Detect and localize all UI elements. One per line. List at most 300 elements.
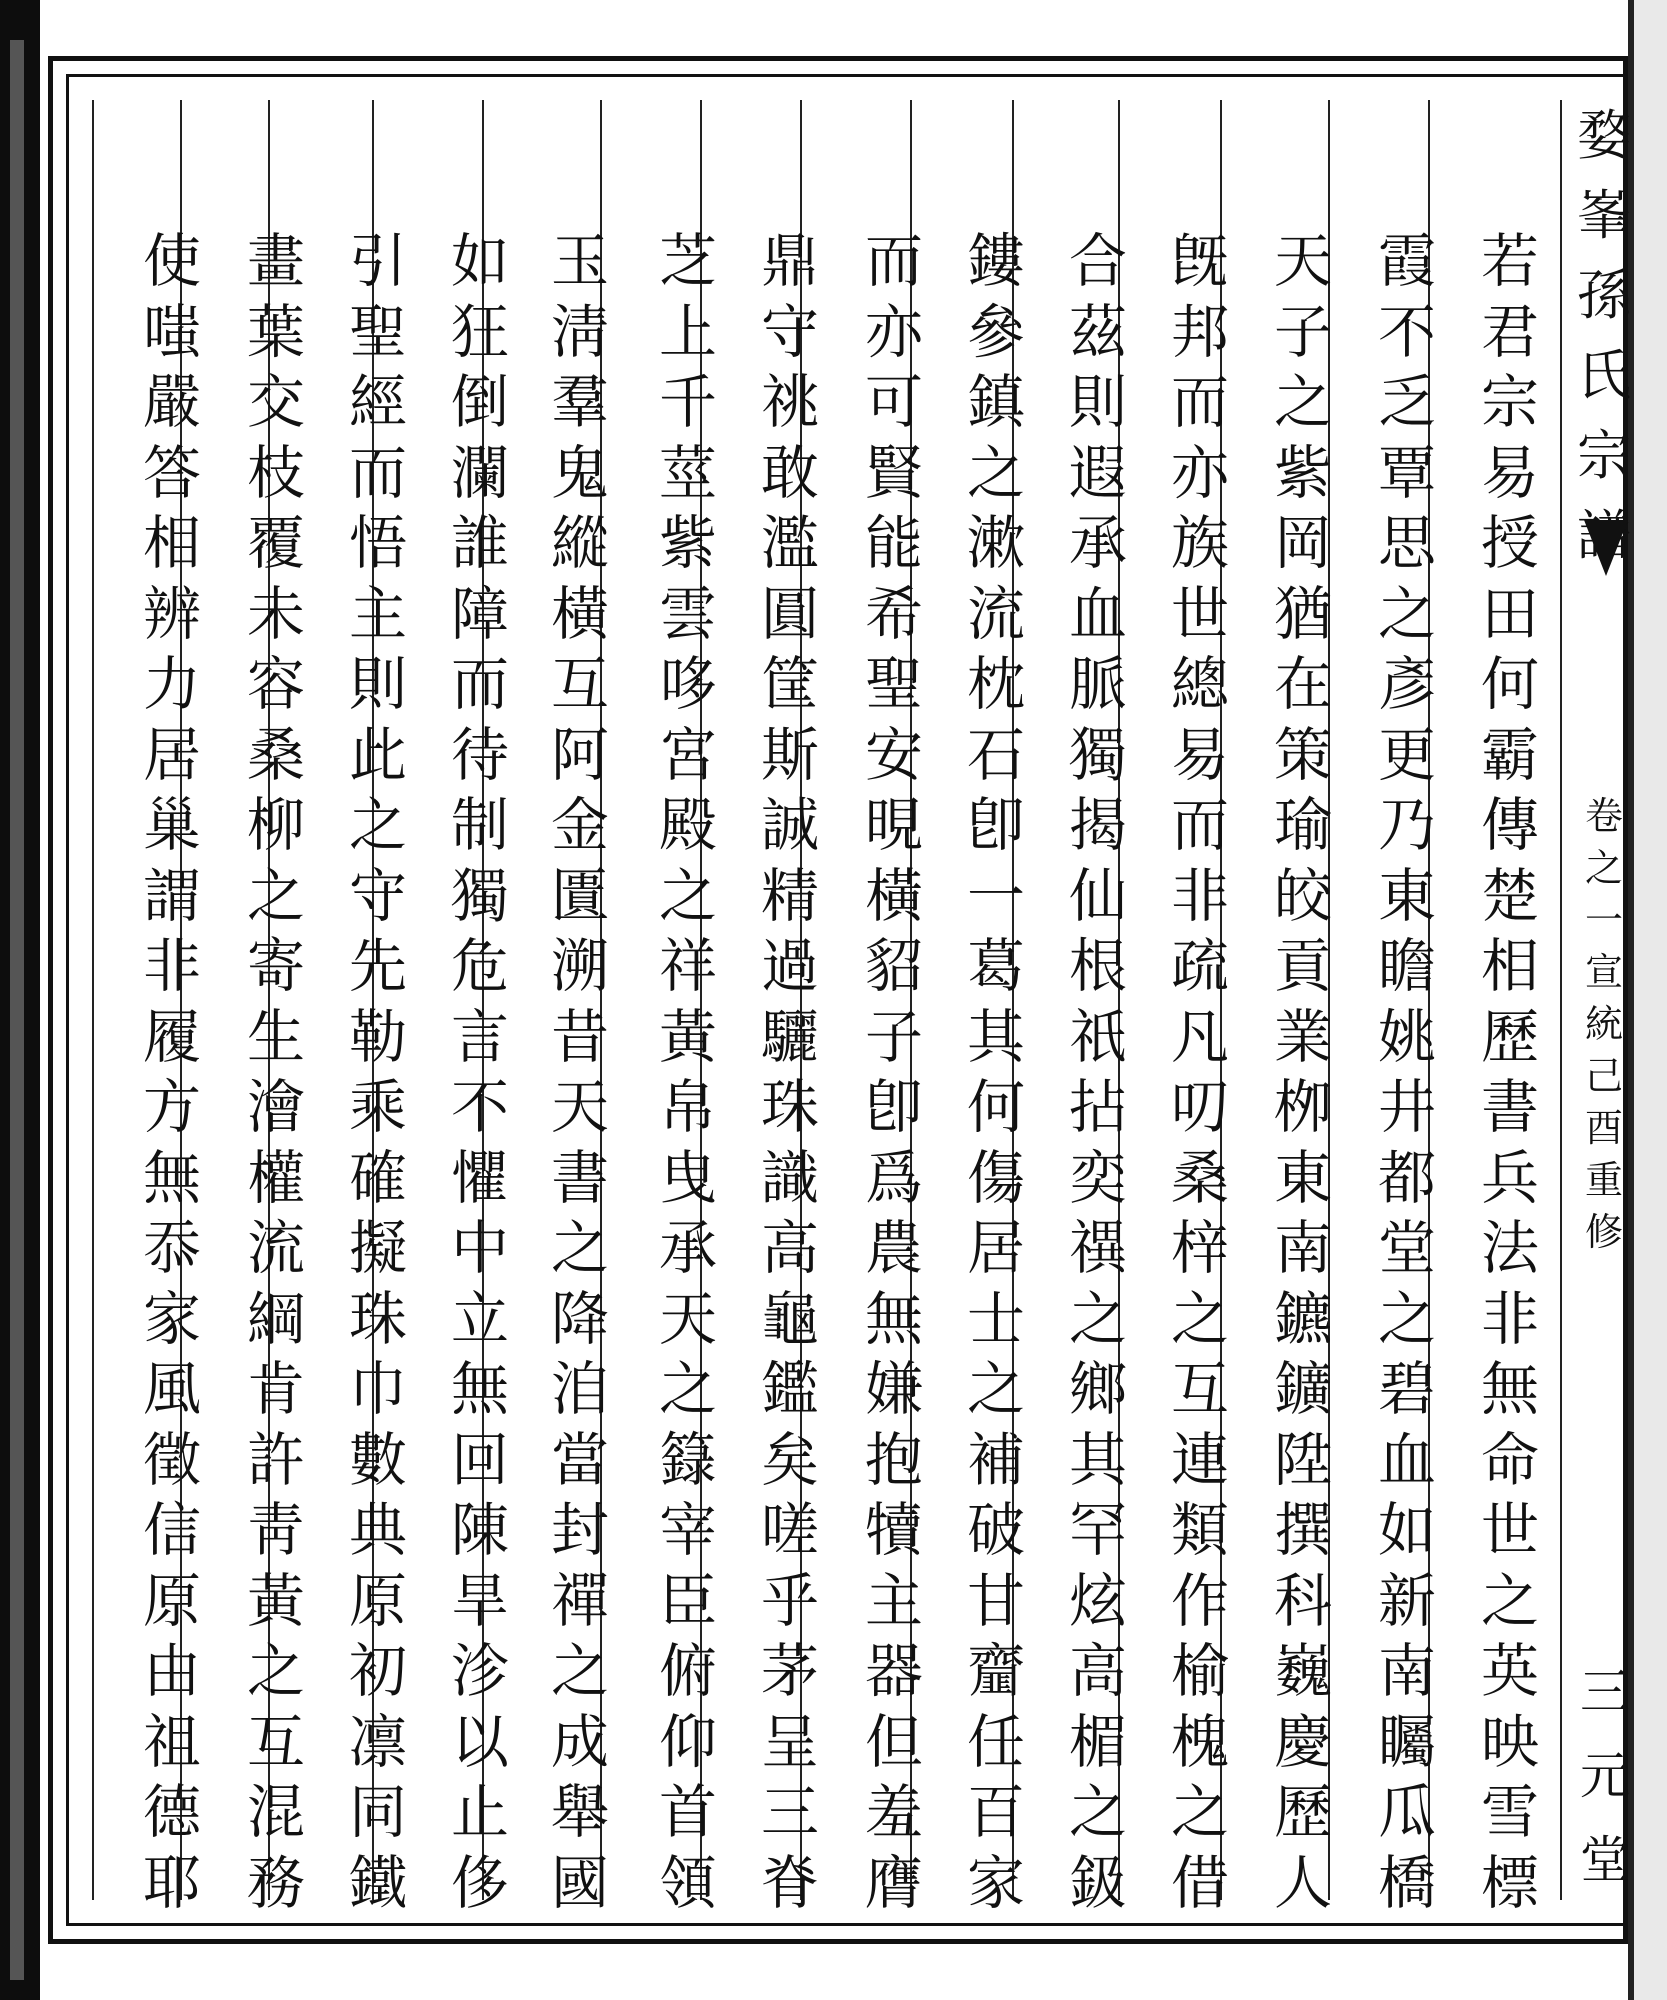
character: 黃 (658, 1002, 717, 1071)
character: 思 (1377, 509, 1436, 578)
character: 根 (1068, 932, 1127, 1001)
character: 之 (1170, 1778, 1229, 1847)
character: 禪 (550, 1566, 609, 1635)
character: 之 (1377, 1284, 1436, 1353)
character: 阿 (550, 720, 609, 789)
character: 數 (348, 1425, 407, 1494)
character: 降 (550, 1284, 609, 1353)
character: 辨 (142, 579, 201, 648)
character: 策 (1273, 720, 1332, 789)
character: 映 (1480, 1707, 1539, 1776)
character: 侈 (450, 1848, 509, 1917)
character: 紫 (1273, 438, 1332, 507)
character: 領 (658, 1848, 717, 1917)
character: 瑜 (1273, 791, 1332, 860)
character: 鑛 (1273, 1355, 1332, 1424)
character: 回 (450, 1425, 509, 1494)
character: 陞 (1273, 1425, 1332, 1494)
character: 血 (1377, 1425, 1436, 1494)
character: 當 (550, 1425, 609, 1494)
character: 信 (142, 1496, 201, 1565)
character: 而 (450, 650, 509, 719)
character: 方 (142, 1073, 201, 1142)
character: 之 (658, 861, 717, 930)
character: 鼎 (760, 227, 819, 295)
character: 槐 (1170, 1707, 1229, 1776)
character: 無 (864, 1284, 923, 1353)
character: 標 (1480, 1848, 1539, 1917)
character: 驪 (760, 1002, 819, 1071)
character: 中 (450, 1214, 509, 1283)
character: 農 (864, 1214, 923, 1283)
character: 使 (142, 227, 201, 295)
character: 法 (1480, 1214, 1539, 1283)
character: 之 (1068, 1284, 1127, 1353)
character: 芝 (658, 227, 717, 295)
character: 帛 (658, 1073, 717, 1142)
character: 徵 (142, 1425, 201, 1494)
character: 揭 (1068, 791, 1127, 860)
character: 鑑 (760, 1355, 819, 1424)
character: 族 (1170, 509, 1229, 578)
character: 傷 (966, 1143, 1025, 1212)
character: 乃 (1377, 791, 1436, 860)
character: 宰 (658, 1496, 717, 1565)
character: 命 (1480, 1425, 1539, 1494)
text-column (956, 227, 1036, 1917)
character: 人 (1273, 1848, 1332, 1917)
character: 羣 (550, 368, 609, 437)
character: 之 (1273, 368, 1332, 437)
character: 制 (450, 791, 509, 860)
character: 先 (348, 932, 407, 1001)
character: 楣 (1068, 1707, 1127, 1776)
character: 之 (550, 1214, 609, 1283)
character: 葛 (966, 932, 1025, 1001)
character: 業 (1273, 1002, 1332, 1071)
character: 珠 (348, 1284, 407, 1353)
character: 高 (760, 1214, 819, 1283)
character: 天 (550, 1073, 609, 1142)
left-page-edge-shadow (10, 40, 24, 1980)
character: 之 (966, 438, 1025, 507)
character: 在 (1273, 650, 1332, 719)
character: 乏 (1377, 368, 1436, 437)
character: 田 (1480, 579, 1539, 648)
character: 歷 (1480, 1002, 1539, 1071)
character: 斯 (760, 720, 819, 789)
character: 百 (966, 1778, 1025, 1847)
character: 國 (550, 1848, 609, 1917)
character: 未 (246, 579, 305, 648)
text-column (236, 227, 316, 1917)
character: 之 (1068, 1778, 1127, 1847)
character: 家 (966, 1848, 1025, 1917)
character: 何 (966, 1073, 1025, 1142)
margin-character: 酉 (1584, 1106, 1623, 1150)
margin-character: 修 (1584, 1210, 1623, 1254)
character: 子 (864, 1002, 923, 1071)
character: 齏 (966, 1637, 1025, 1706)
character: 危 (450, 932, 509, 1001)
text-column (1263, 227, 1343, 1917)
character: 舉 (550, 1778, 609, 1847)
character: 宮 (658, 720, 717, 789)
character: 則 (348, 650, 407, 719)
character: 之 (550, 1637, 609, 1706)
character: 脊 (760, 1848, 819, 1917)
character: 精 (760, 861, 819, 930)
character: 罕 (1068, 1496, 1127, 1565)
character: 而 (864, 227, 923, 295)
character: 世 (1170, 579, 1229, 648)
margin-character: 卷 (1584, 794, 1623, 838)
character: 瀾 (450, 438, 509, 507)
character: 傳 (1480, 791, 1539, 860)
character: 之 (246, 861, 305, 930)
character: 晛 (864, 791, 923, 860)
character: 其 (1068, 1425, 1127, 1494)
character: 撰 (1273, 1496, 1332, 1565)
character: 碧 (1377, 1355, 1436, 1424)
character: 漱 (966, 509, 1025, 578)
character: 流 (246, 1214, 305, 1283)
character: 雲 (658, 579, 717, 648)
character: 易 (1480, 438, 1539, 507)
character: 覃 (1377, 438, 1436, 507)
character: 非 (1480, 1284, 1539, 1353)
character: 葉 (246, 297, 305, 366)
character: 由 (142, 1637, 201, 1706)
character: 一 (966, 861, 1025, 930)
character: 之 (658, 1355, 717, 1424)
character: 臣 (658, 1566, 717, 1635)
character: 筐 (760, 650, 819, 719)
character: 玉 (550, 227, 609, 295)
character: 瞻 (1377, 932, 1436, 1001)
text-column (1470, 227, 1550, 1917)
margin-character: 三 (1580, 1663, 1630, 1721)
character: 榆 (1170, 1637, 1229, 1706)
character: 姚 (1377, 1002, 1436, 1071)
column-rule (92, 100, 94, 1900)
character: 引 (348, 227, 407, 295)
character: 家 (142, 1284, 201, 1353)
character: 畫 (246, 227, 305, 295)
character: 貢 (1273, 932, 1332, 1001)
character: 之 (1377, 579, 1436, 648)
character: 遐 (1068, 438, 1127, 507)
character: 世 (1480, 1496, 1539, 1565)
character: 堂 (1377, 1214, 1436, 1283)
character: 岡 (1273, 509, 1332, 578)
character: 之 (1170, 1284, 1229, 1353)
character: 鎮 (966, 368, 1025, 437)
character: 合 (1068, 227, 1127, 295)
character: 主 (864, 1566, 923, 1635)
character: 承 (658, 1214, 717, 1283)
character: 不 (450, 1073, 509, 1142)
character: 科 (1273, 1566, 1332, 1635)
character: 經 (348, 368, 407, 437)
character: 南 (1377, 1637, 1436, 1706)
character: 原 (142, 1566, 201, 1635)
column-rule (1560, 100, 1562, 1900)
margin-character: 堂 (1580, 1831, 1630, 1889)
character: 哆 (658, 650, 717, 719)
character: 授 (1480, 509, 1539, 578)
character: 凡 (1170, 1002, 1229, 1071)
character: 矚 (1377, 1707, 1436, 1776)
character: 新 (1377, 1566, 1436, 1635)
character: 淸 (550, 297, 609, 366)
character: 濫 (760, 509, 819, 578)
character: 之 (1480, 1566, 1539, 1635)
character: 鑣 (1273, 1284, 1332, 1353)
character: 狂 (450, 297, 509, 366)
character: 兵 (1480, 1143, 1539, 1212)
character: 擬 (348, 1214, 407, 1283)
character: 寄 (246, 932, 305, 1001)
fishtail-mark (1584, 520, 1628, 576)
character: 瓜 (1377, 1778, 1436, 1847)
character: 無 (450, 1355, 509, 1424)
character: 生 (246, 1002, 305, 1071)
character: 珠 (760, 1073, 819, 1142)
character: 不 (1377, 297, 1436, 366)
margin-edition (1582, 790, 1626, 1258)
margin-character: 統 (1584, 1002, 1623, 1046)
character: 肯 (246, 1355, 305, 1424)
character: 則 (1068, 368, 1127, 437)
character: 敢 (760, 438, 819, 507)
character: 拈 (1068, 1073, 1127, 1142)
character: 之 (246, 1637, 305, 1706)
character: 東 (1273, 1143, 1332, 1212)
character: 乘 (348, 1073, 407, 1142)
character: 障 (450, 579, 509, 648)
character: 而 (348, 438, 407, 507)
character: 橫 (864, 861, 923, 930)
margin-character: 元 (1580, 1747, 1630, 1805)
character: 脈 (1068, 650, 1127, 719)
character: 如 (450, 227, 509, 295)
character: 耶 (142, 1848, 201, 1917)
character: 犢 (864, 1496, 923, 1565)
character: 非 (1170, 861, 1229, 930)
character: 典 (348, 1496, 407, 1565)
character: 更 (1377, 720, 1436, 789)
character: 總 (1170, 650, 1229, 719)
character: 甘 (966, 1566, 1025, 1635)
character: 莖 (658, 438, 717, 507)
character: 之 (966, 1355, 1025, 1424)
character: 守 (348, 861, 407, 930)
character: 祇 (1068, 1002, 1127, 1071)
character: 殿 (658, 791, 717, 860)
character: 君 (1480, 297, 1539, 366)
character: 井 (1377, 1073, 1436, 1142)
character: 呈 (760, 1707, 819, 1776)
character: 高 (1068, 1637, 1127, 1706)
character: 禩 (1068, 1214, 1127, 1283)
character: 器 (864, 1637, 923, 1706)
character: 茲 (1068, 297, 1127, 366)
character: 貂 (864, 932, 923, 1001)
character: 霸 (1480, 720, 1539, 789)
character: 陳 (450, 1496, 509, 1565)
character: 作 (1170, 1566, 1229, 1635)
character: 同 (348, 1778, 407, 1847)
character: 破 (966, 1496, 1025, 1565)
character: 東 (1377, 861, 1436, 930)
character: 德 (142, 1778, 201, 1847)
character: 而 (1170, 368, 1229, 437)
margin-hall-name (1578, 1650, 1632, 1902)
margin-character: 宗 (1577, 424, 1631, 487)
character: 橋 (1377, 1848, 1436, 1917)
character: 混 (246, 1778, 305, 1847)
character: 相 (142, 509, 201, 578)
character: 猶 (1273, 579, 1332, 648)
character: 龜 (760, 1284, 819, 1353)
character: 互 (1170, 1355, 1229, 1424)
character: 答 (142, 438, 201, 507)
character: 柳 (246, 791, 305, 860)
character: 靑 (246, 1496, 305, 1565)
character: 可 (864, 368, 923, 437)
character: 亦 (1170, 438, 1229, 507)
text-column (854, 227, 934, 1917)
character: 懼 (450, 1143, 509, 1212)
character: 獨 (1068, 720, 1127, 789)
character: 矣 (760, 1425, 819, 1494)
character: 邦 (1170, 297, 1229, 366)
character: 原 (348, 1566, 407, 1635)
character: 仰 (658, 1707, 717, 1776)
character: 鐵 (348, 1848, 407, 1917)
text-column (338, 227, 418, 1917)
text-column (648, 227, 728, 1917)
margin-character: 氏 (1577, 344, 1631, 407)
character: 桑 (246, 720, 305, 789)
character: 籙 (658, 1425, 717, 1494)
character: 昔 (550, 1002, 609, 1071)
character: 待 (450, 720, 509, 789)
character: 三 (760, 1778, 819, 1847)
character: 旣 (1170, 227, 1229, 295)
margin-character: 孫 (1577, 264, 1631, 327)
character: 倒 (450, 368, 509, 437)
margin-character: 宣 (1584, 950, 1623, 994)
character: 交 (246, 368, 305, 437)
character: 權 (246, 1143, 305, 1212)
character: 安 (864, 720, 923, 789)
character: 石 (966, 720, 1025, 789)
character: 千 (658, 368, 717, 437)
character: 天 (658, 1284, 717, 1353)
character: 黃 (246, 1566, 305, 1635)
character: 成 (550, 1707, 609, 1776)
character: 借 (1170, 1848, 1229, 1917)
character: 膺 (864, 1848, 923, 1917)
character: 誠 (760, 791, 819, 860)
character: 但 (864, 1707, 923, 1776)
text-column (132, 227, 212, 1917)
character: 任 (966, 1707, 1025, 1776)
character: 祧 (760, 368, 819, 437)
character: 巾 (348, 1355, 407, 1424)
character: 縱 (550, 509, 609, 578)
character: 凛 (348, 1707, 407, 1776)
character: 紫 (658, 509, 717, 578)
character: 之 (348, 791, 407, 860)
margin-title (1576, 96, 1632, 576)
character: 無 (142, 1143, 201, 1212)
character: 沴 (450, 1637, 509, 1706)
character: 乎 (760, 1566, 819, 1635)
character: 俯 (658, 1637, 717, 1706)
character: 首 (658, 1778, 717, 1847)
character: 梓 (1170, 1214, 1229, 1283)
character: 皎 (1273, 861, 1332, 930)
character: 非 (142, 932, 201, 1001)
character: 其 (966, 1002, 1025, 1071)
character: 卽 (864, 1073, 923, 1142)
text-column (440, 227, 520, 1917)
margin-character: 己 (1584, 1054, 1623, 1098)
margin-character: 婺 (1577, 104, 1631, 167)
character: 言 (450, 1002, 509, 1071)
character: 抱 (864, 1425, 923, 1494)
character: 匱 (550, 861, 609, 930)
character: 類 (1170, 1496, 1229, 1565)
character: 子 (1273, 297, 1332, 366)
character: 都 (1377, 1143, 1436, 1212)
character: 立 (450, 1284, 509, 1353)
character: 旱 (450, 1566, 509, 1635)
character: 奕 (1068, 1143, 1127, 1212)
character: 能 (864, 509, 923, 578)
character: 書 (550, 1143, 609, 1212)
character: 覆 (246, 509, 305, 578)
character: 枕 (966, 650, 1025, 719)
character: 補 (966, 1425, 1025, 1494)
character: 履 (142, 1002, 201, 1071)
character: 主 (348, 579, 407, 648)
character: 圓 (760, 579, 819, 648)
character: 嫌 (864, 1355, 923, 1424)
character: 勒 (348, 1002, 407, 1071)
character: 桑 (1170, 1143, 1229, 1212)
character: 嗟 (760, 1496, 819, 1565)
character: 何 (1480, 650, 1539, 719)
character: 居 (966, 1214, 1025, 1283)
character: 容 (246, 650, 305, 719)
character: 居 (142, 720, 201, 789)
character: 上 (658, 297, 717, 366)
character: 嚴 (142, 368, 201, 437)
character: 聖 (864, 650, 923, 719)
character: 霞 (1377, 227, 1436, 295)
character: 許 (246, 1425, 305, 1494)
character: 澮 (246, 1073, 305, 1142)
character: 炫 (1068, 1566, 1127, 1635)
character: 鄉 (1068, 1355, 1127, 1424)
character: 英 (1480, 1637, 1539, 1706)
character: 連 (1170, 1425, 1229, 1494)
character: 卽 (966, 791, 1025, 860)
